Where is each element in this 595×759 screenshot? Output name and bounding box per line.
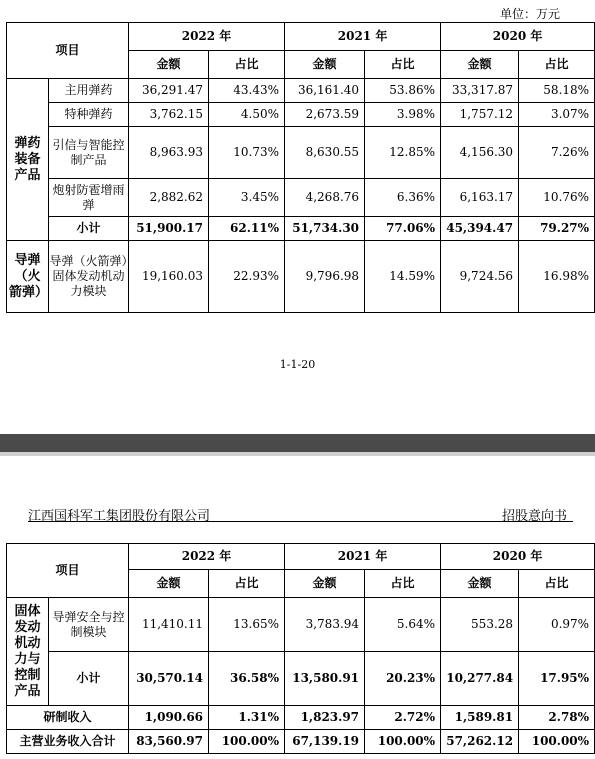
header-year-2022: 2022 年 xyxy=(129,544,285,570)
header-ratio: 占比 xyxy=(519,51,595,79)
revenue-table-part1 xyxy=(6,22,595,313)
cell-amount: 36,291.47 xyxy=(129,79,209,103)
page-break-shadow xyxy=(0,452,595,456)
cell-amount: 2,882.62 xyxy=(129,179,209,217)
cell-ratio: 1.31% xyxy=(209,706,285,730)
cell-ratio: 3.45% xyxy=(209,179,285,217)
cell-amount: 9,724.56 xyxy=(441,241,519,313)
row-label: 特种弹药 xyxy=(49,103,129,127)
header-year-2022: 2022 年 xyxy=(129,23,285,51)
header-year-2021: 2021 年 xyxy=(285,23,441,51)
cell-amount: 8,963.93 xyxy=(129,127,209,179)
header-year-2020: 2020 年 xyxy=(441,544,595,570)
total-label: 主营业务收入合计 xyxy=(7,730,129,754)
rd-income-label: 研制收入 xyxy=(7,706,129,730)
cell-ratio: 79.27% xyxy=(519,217,595,241)
cell-ratio: 4.50% xyxy=(209,103,285,127)
cell-ratio: 5.64% xyxy=(365,598,441,652)
cell-ratio: 3.98% xyxy=(365,103,441,127)
cell-amount: 10,277.84 xyxy=(441,652,519,706)
cell-amount: 1,757.12 xyxy=(441,103,519,127)
header-amount: 金额 xyxy=(285,51,365,79)
revenue-table-part2 xyxy=(6,543,595,754)
cell-ratio: 62.11% xyxy=(209,217,285,241)
cell-amount: 67,139.19 xyxy=(285,730,365,754)
cell-ratio: 20.23% xyxy=(365,652,441,706)
page-break xyxy=(0,434,595,452)
cell-amount: 3,762.15 xyxy=(129,103,209,127)
row-label: 导弹（火箭弹）固体发动机动力模块 xyxy=(49,241,129,313)
category-missile: 导弹（火箭弹） xyxy=(7,241,49,313)
subtotal-label: 小计 xyxy=(49,652,129,706)
cell-ratio: 58.18% xyxy=(519,79,595,103)
header-ratio: 占比 xyxy=(519,570,595,598)
header-item: 项目 xyxy=(7,23,129,79)
cell-ratio: 13.65% xyxy=(209,598,285,652)
cell-ratio: 3.07% xyxy=(519,103,595,127)
cell-ratio: 2.72% xyxy=(365,706,441,730)
category-ammunition: 弹药装备产品 xyxy=(7,79,49,241)
cell-amount: 30,570.14 xyxy=(129,652,209,706)
header-amount: 金额 xyxy=(441,51,519,79)
cell-amount: 1,090.66 xyxy=(129,706,209,730)
cell-amount: 2,673.59 xyxy=(285,103,365,127)
cell-amount: 3,783.94 xyxy=(285,598,365,652)
cell-amount: 11,410.11 xyxy=(129,598,209,652)
header-item: 项目 xyxy=(7,544,129,598)
cell-ratio: 6.36% xyxy=(365,179,441,217)
cell-amount: 9,796.98 xyxy=(285,241,365,313)
cell-ratio: 12.85% xyxy=(365,127,441,179)
cell-ratio: 0.97% xyxy=(519,598,595,652)
cell-amount: 36,161.40 xyxy=(285,79,365,103)
cell-ratio: 16.98% xyxy=(519,241,595,313)
header-amount: 金额 xyxy=(441,570,519,598)
cell-ratio: 14.59% xyxy=(365,241,441,313)
cell-amount: 33,317.87 xyxy=(441,79,519,103)
header-ratio: 占比 xyxy=(209,570,285,598)
header-year-2021: 2021 年 xyxy=(285,544,441,570)
cell-ratio: 100.00% xyxy=(365,730,441,754)
cell-ratio: 17.95% xyxy=(519,652,595,706)
cell-ratio: 2.78% xyxy=(519,706,595,730)
cell-amount: 4,268.76 xyxy=(285,179,365,217)
row-label: 引信与智能控制产品 xyxy=(49,127,129,179)
cell-amount: 19,160.03 xyxy=(129,241,209,313)
header-company: 江西国科军工集团股份有限公司 xyxy=(28,509,211,524)
cell-ratio: 43.43% xyxy=(209,79,285,103)
cell-amount: 13,580.91 xyxy=(285,652,365,706)
row-label: 炮射防雹增雨弹 xyxy=(49,179,129,217)
subtotal-label: 小计 xyxy=(49,217,129,241)
cell-ratio: 10.73% xyxy=(209,127,285,179)
cell-amount: 57,262.12 xyxy=(441,730,519,754)
cell-ratio: 100.00% xyxy=(209,730,285,754)
cell-amount: 6,163.17 xyxy=(441,179,519,217)
header-ratio: 占比 xyxy=(365,570,441,598)
cell-ratio: 100.00% xyxy=(519,730,595,754)
header-rule xyxy=(28,521,573,522)
category-solid-motor: 固体发动机动力与控制产品 xyxy=(7,598,49,706)
cell-amount: 45,394.47 xyxy=(441,217,519,241)
header-ratio: 占比 xyxy=(365,51,441,79)
cell-amount: 4,156.30 xyxy=(441,127,519,179)
cell-amount: 51,734.30 xyxy=(285,217,365,241)
cell-ratio: 77.06% xyxy=(365,217,441,241)
row-label: 导弹安全与控制模块 xyxy=(49,598,129,652)
cell-amount: 1,823.97 xyxy=(285,706,365,730)
cell-ratio: 22.93% xyxy=(209,241,285,313)
header-amount: 金额 xyxy=(285,570,365,598)
cell-amount: 8,630.55 xyxy=(285,127,365,179)
cell-amount: 51,900.17 xyxy=(129,217,209,241)
cell-ratio: 7.26% xyxy=(519,127,595,179)
header-year-2020: 2020 年 xyxy=(441,23,595,51)
page-number: 1-1-20 xyxy=(279,358,316,371)
cell-amount: 1,589.81 xyxy=(441,706,519,730)
header-amount: 金额 xyxy=(129,570,209,598)
row-label: 主用弹药 xyxy=(49,79,129,103)
unit-note: 单位：万元 xyxy=(500,7,561,21)
header-doc-title: 招股意向书 xyxy=(502,509,568,524)
header-amount: 金额 xyxy=(129,51,209,79)
cell-amount: 83,560.97 xyxy=(129,730,209,754)
cell-amount: 553.28 xyxy=(441,598,519,652)
cell-ratio: 36.58% xyxy=(209,652,285,706)
cell-ratio: 53.86% xyxy=(365,79,441,103)
header-ratio: 占比 xyxy=(209,51,285,79)
cell-ratio: 10.76% xyxy=(519,179,595,217)
